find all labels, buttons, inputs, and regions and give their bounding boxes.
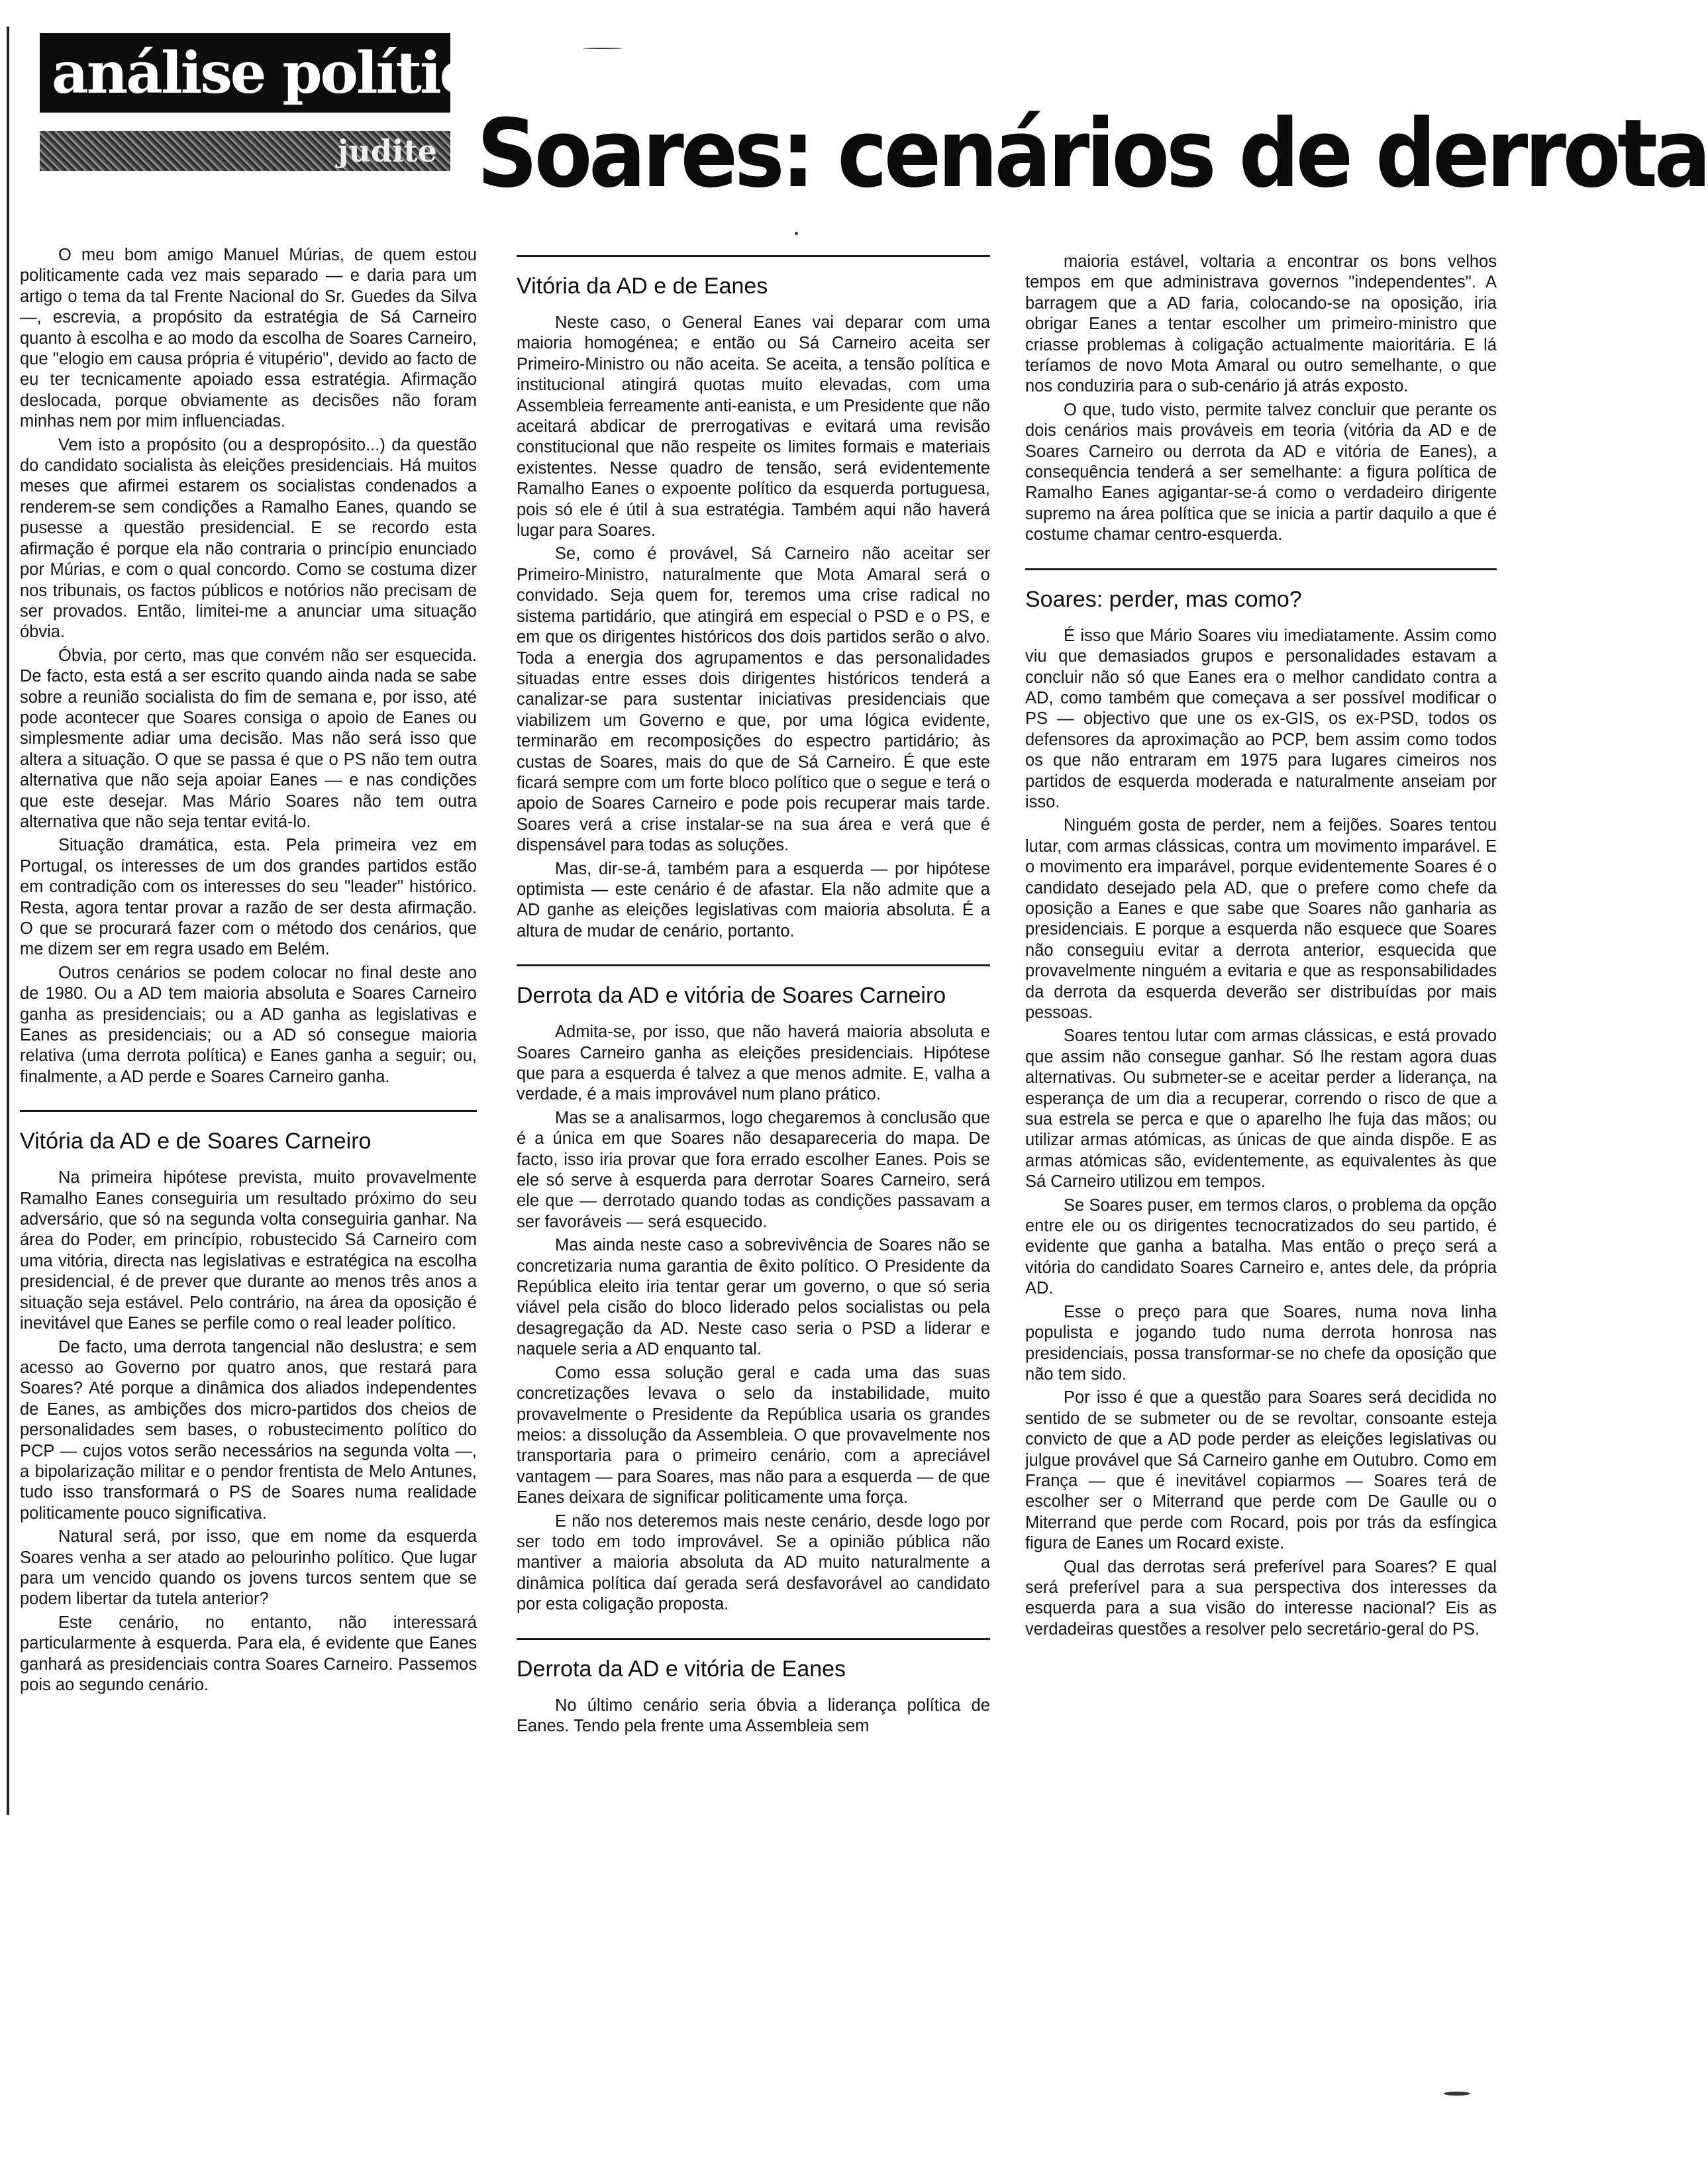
article-paragraph: Admita-se, por isso, que não haverá maioria absoluta e Soares Carneiro ganha as eleições presidenciais. Hipótese que para a esquerda é talvez a que menos admite. E, valha a verdade, é a mais improvável num plano prático. [517,1023,990,1104]
section-title: Vitória da AD e de Eanes [517,274,768,299]
headline: Soares: cenários de derrota [477,99,1708,209]
article-paragraph: Mas ainda neste caso a sobrevivência de Soares não se concretizaria numa garantia de êxito político. O Presidente da República eleito iria tentar gerar um governo, o que só seria viável pela cisão do bloco liderado pelos socialistas ou pela desagregação da AD. Neste caso seria o PSD a liderar e naquele seria a AD enquanto tal. [517,1236,990,1359]
article-paragraph: Se, como é provável, Sá Carneiro não aceitar ser Primeiro-Ministro, naturalmente que Mota Amaral será o convidado. Seja quem for, teremos uma crise radical no sistema partidário, que atingirá em especial o PSD e o PS, e em que os dirigentes históricos dos dois partidos serão o alvo. Toda a energia dos agrupamentos e das personalidades situadas entre esses dois dirigentes históricos tenderá a canalizar-se para sustentar iniciativas presidenciais que viabilizem um Governo e que, por uma lógica evidente, terminarão em recomposições do espectro partidário; às custas de Soares, mais do que de Sá Carneiro. É que este ficará sempre com um forte bloco político que o segue e terá o apoio de Soares Carneiro e pode pois recuperar mais tarde. Soares verá a crise instalar-se na sua área e verá que é dispensável para todas as soluções. [517,544,990,855]
section-divider [20,1110,477,1112]
scan-speck [1444,2092,1470,2096]
section-kicker: análise política [40,33,450,113]
section-divider [517,1638,990,1640]
article-paragraph: De facto, uma derrota tangencial não deslustra; e sem acesso ao Governo por quatro anos, que restará para Soares? Até porque a dinâmica dos aliados independentes de Eanes, as ambições dos micro-partidos dos cheios de personalidades sem bases, o robustecimento político do PCP — cujos votos serão necessários na segunda volta —, a bipolarização militar e o pendor frentista de Melo Antunes, tudo isso transformará o PS de Soares numa realidade politicamente pouco significativa. [20,1337,477,1523]
article-paragraph: É isso que Mário Soares viu imediatamente. Assim como viu que demasiados grupos e personalidades estavam a concluir não só que Eanes era o melhor candidato contra a AD, como também que começava a ser possível modificar o PS — objectivo que une os ex-GIS, os ex-PSD, todos os defensores da aproximação ao PCP, bem assim como todos os que não entraram em 1975 para lugares cimeiros nos partidos de esquerda moderada e naturalmente anseiam por isso. [1025,626,1497,811]
article-paragraph: Neste caso, o General Eanes vai deparar com uma maioria homogénea; e então ou Sá Carneiro aceita ser Primeiro-Ministro ou não aceita. Se aceita, a tensão política e institucional atingirá quotas muito elevadas, com uma Assembleia ferreamente anti-eanista, e um Presidente que não aceitará abdicar de prerrogativas e evitará uma revisão constitucional que não respeite os limites formais e materiais existentes. Nesse quadro de tensão, será evidentemente Ramalho Eanes o expoente político da esquerda portuguesa, pois só ele é útil à sua estratégia. Também aqui não haverá lugar para Soares. [517,313,990,540]
column-3 [1025,252,1497,1643]
article-section [20,1110,477,1696]
article-paragraph: Por isso é que a questão para Soares será decidida no sentido de se submeter ou de se revoltar, consoante esteja convicto de que a AD pode perder as eleições legislativas ou julgue provável que Sá Carneiro ganhe em Outubro. Como em França — que é inevitável copiarmos — Soares terá de escolher ser o Miterrand que perde com De Gaulle ou o Miterrand que perde com Rocard, pois por trás da esfíngica figura de Eanes um Rocard existe. [1025,1388,1497,1553]
article-paragraph: No último cenário seria óbvia a liderança política de Eanes. Tendo pela frente uma Assembleia sem [517,1696,990,1735]
article-paragraph: O que, tudo visto, permite talvez concluir que perante os dois cenários mais prováveis em teoria (vitória da AD e de Soares Carneiro ou derrota da AD e vitória de Eanes), a consequência tenderá a ser semelhante: a figura política de Ramalho Eanes agigantar-se-á como o verdadeiro dirigente supremo na área política que se inicia a partir daquilo a que é costume chamar centro-esquerda. [1025,400,1497,544]
article-section [1025,568,1497,1641]
article-section [517,255,990,942]
article-paragraph: Óbvia, por certo, mas que convém não ser esquecida. De facto, esta está a ser escrito quando ainda nada se sabe sobre a reunião socialista do fim de semana e, por isso, até pode acontecer que Soares consiga o apoio de Eanes ou simplesmente adiar uma decisão. Mas não será isso que altera a situação. O que se passa é que o PS não tem outra alternativa que não seja apoiar Eanes — e nas condições que este desejar. Mas Mário Soares não tem outra alternativa que não seja tentar evitá-lo. [20,646,477,831]
section-title: Derrota da AD e vitória de Soares Carneiro [517,983,946,1009]
article-paragraph: O meu bom amigo Manuel Múrias, de quem estou politicamente cada vez mais separado — e daria para um artigo o tema da tal Frente Nacional do Sr. Guedes da Silva —, escrevia, a propósito da estratégia de Sá Carneiro quanto à escolha e ao modo da escolha de Soares Carneiro, que "elogio em causa própria é vitupério", devido ao facto de eu ter tecnicamente apoiado essa estratégia. Afirmação deslocada, porque obviamente as decisões não foram minhas nem por mim influenciadas. [20,246,477,431]
article-paragraph: Mas, dir-se-á, também para a esquerda — por hipótese optimista — este cenário é de afastar. Ela não admite que a AD ganhe as eleições legislativas com maioria absoluta. É a altura de mudar de cenário, portanto. [517,859,990,940]
article-paragraph: Esse o preço para que Soares, numa nova linha populista e jogando tudo numa derrota honrosa nas presidenciais, possa transformar-se no chefe da oposição que não tem sido. [1025,1302,1497,1384]
article-paragraph: Soares tentou lutar com armas clássicas, e está provado que assim não consegue ganhar. Só lhe restam agora duas alternativas. Ou submeter-se e aceitar perder a liderança, na esperança de um dia a recuperar, correndo o risco de que a sua estrela se perca e que o aparelho lhe fuja das mãos; ou utilizar armas atómicas, as únicas de que ainda dispõe. E as armas atómicas são, evidentemente, as equivalentes às que Sá Carneiro utilizou em tempos. [1025,1027,1497,1192]
article-section [20,245,477,1088]
article-paragraph: Este cenário, no entanto, não interessará particularmente à esquerda. Para ela, é evidente que Eanes ganhará as presidenciais contra Soares Carneiro. Passemos pois ao segundo cenário. [20,1613,477,1694]
section-divider [517,255,990,257]
scan-speck [795,232,798,235]
article-paragraph: Qual das derrotas será preferível para Soares? E qual será preferível para a sua perspectiva dos interesses da esquerda para a sua visão do interesse nacional? Eis as verdadeiras questões a resolver pelo secretário-geral do PS. [1025,1557,1497,1639]
scan-speck [583,48,623,49]
article-section [517,964,990,1615]
scan-edge-line [7,26,9,1815]
article-paragraph: Mas se a analisarmos, logo chegaremos à conclusão que é a única em que Soares não desapareceria do mapa. De facto, isso iria provar que fora errado escolher Eanes. Pois se ele só serve à esquerda para derrotar Soares Carneiro, será ele que — derrotado quando todas as condições passavam a ser favoráveis — será esquecido. [517,1108,990,1231]
masthead [40,33,507,171]
article-paragraph: Na primeira hipótese prevista, muito provavelmente Ramalho Eanes conseguiria um resultado próximo do seu adversário, que só na segunda volta conseguiria ganhar. Na área do Poder, em princípio, robustecido Sá Carneiro com uma vitória, directa nas legislativas e estratégica na escolha presidencial, é de prever que durante ao menos três anos a situação seja estável. Pelo contrário, na área da oposição é inevitável que Eanes se perfile como o real leader político. [20,1168,477,1333]
column-2 [517,255,990,1739]
article-paragraph: Como essa solução geral e cada uma das suas concretizações levava o selo da instabilidade, muito provavelmente o Presidente da República usaria os grandes meios: a dissolução da Assembleia. O que provavelmente nos transportaria para o primeiro cenário, com a apreciável vantagem — para Soares, mas não para a esquerda — de que Eanes deixara de significar politicamente uma força. [517,1363,990,1507]
section-divider [517,964,990,966]
article-paragraph: maioria estável, voltaria a encontrar os bons velhos tempos em que administrava governos "independentes". A barragem que a AD faria, colocando-se na oposição, iria obrigar Eanes a tentar escolher um primeiro-ministro que criasse problemas à coligação actualmente maioritária. E lá teríamos de novo Mota Amaral ou outro semelhante, o que nos conduziria para o sub-cenário já atrás exposto. [1025,252,1497,396]
article-paragraph: Natural será, por isso, que em nome da esquerda Soares venha a ser atado ao pelourinho político. Que lugar para um vencido quando os jovens turcos sentem que se podem libertar da tutela anterior? [20,1527,477,1609]
author-byline: judite [40,131,450,171]
article-section [517,1638,990,1737]
article-paragraph: Outros cenários se podem colocar no final deste ano de 1980. Ou a AD tem maioria absoluta e Soares Carneiro ganha as presidenciais; ou a AD ganha as legislativas e Eanes as presidenciais; ou a AD só consegue maioria relativa (uma derrota política) e Eanes ganha a seguir; ou, finalmente, a AD perde e Soares Carneiro ganha. [20,963,477,1086]
column-1 [20,245,477,1698]
article-paragraph: Situação dramática, esta. Pela primeira vez em Portugal, os interesses de um dos grandes partidos estão em contradição com os interesses do seu "leader" histórico. Resta, agora tentar provar a razão de ser desta afirmação. O que se procurará fazer com o método dos cenários, que me dizem ser em regra usado em Belém. [20,836,477,959]
section-title: Vitória da AD e de Soares Carneiro [20,1129,372,1154]
article-paragraph: Se Soares puser, em termos claros, o problema da opção entre ele ou os dirigentes tecnocratizados do seu partido, é evidente que ganha a batalha. Mas então o preço será a vitória do candidato Soares Carneiro e, antes dele, da própria AD. [1025,1195,1497,1298]
article-paragraph: Ninguém gosta de perder, nem a feijões. Soares tentou lutar, com armas clássicas, contra um movimento imparável. E o movimento era imparável, porque evidentemente Soares é o candidato desejado pela AD, que o prefere como chefe da oposição a Eanes e que sabe que Soares não ganharia as presidenciais. E porque a esquerda não esquece que Soares não conseguiu evitar a derrota anterior, esquecida que provavelmente ninguém a evitaria e que as responsabilidades da derrota da esquerda deverão ser distribuídas por mais pessoas. [1025,816,1497,1022]
section-divider [1025,568,1497,570]
article-paragraph: Vem isto a propósito (ou a despropósito...) da questão do candidato socialista às eleições presidenciais. Há muitos meses que afirmei estarem os socialistas condenados a renderem-se sem condições a Ramalho Eanes, quando se pusesse a questão presidencial. E se recordo esta afirmação é porque ela não contraria o princípio enunciado por Múrias, e com o qual concordo. Como se costuma dizer nos tribunais, os factos públicos e notórios não precisam de ser provados. Então, limitei-me a anunciar uma situação óbvia. [20,435,477,642]
article-section [1025,252,1497,546]
section-title: Derrota da AD e vitória de Eanes [517,1656,846,1682]
section-title: Soares: perder, mas como? [1025,586,1302,612]
article-paragraph: E não nos deteremos mais neste cenário, desde logo por ser todo em todo improvável. Se a opinião pública não mantiver a maioria absoluta da AD muito naturalmente a dinâmica política daí gerada será desfavorável ao candidato por esta coligação proposta. [517,1511,990,1614]
